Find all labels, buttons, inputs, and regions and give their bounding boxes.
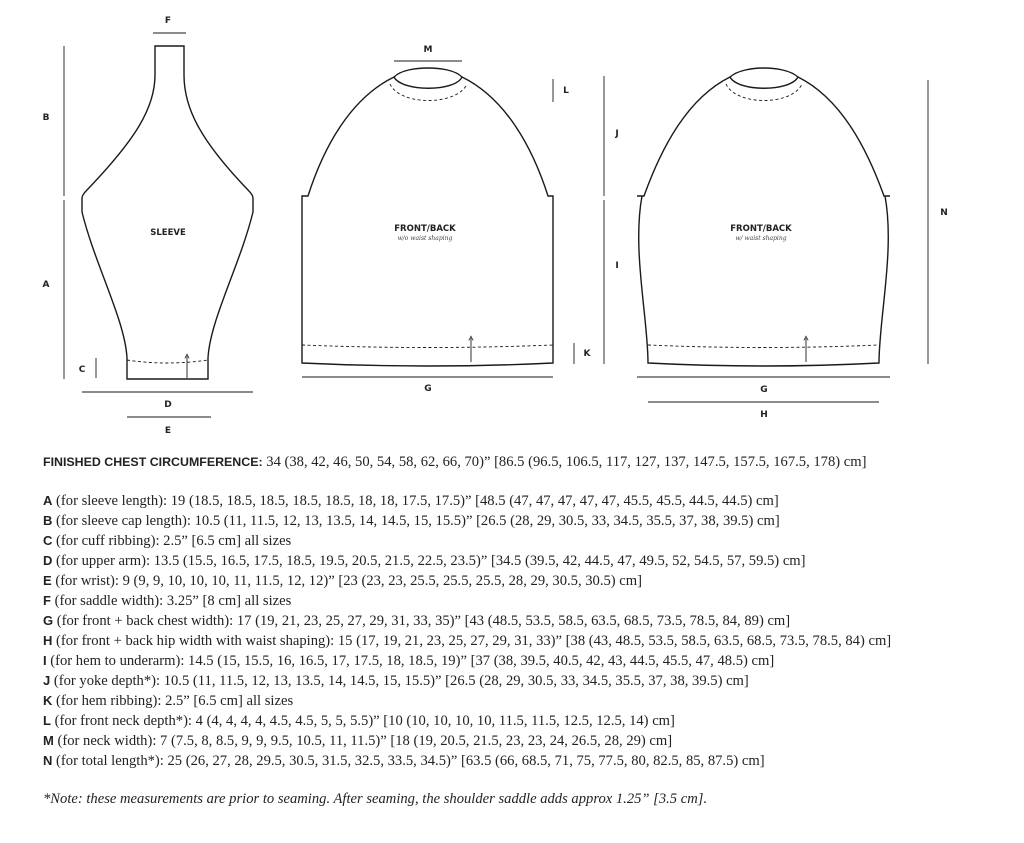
front-back-shaped-title: FRONT/BACK bbox=[730, 224, 792, 234]
measurement-list bbox=[43, 491, 1018, 771]
measurement-row bbox=[43, 531, 1018, 551]
measurement-row bbox=[43, 591, 1018, 611]
measurement-key: C bbox=[43, 533, 53, 548]
measurement-key: H bbox=[43, 633, 53, 648]
dim-m-label: M bbox=[423, 45, 433, 55]
measurement-key: G bbox=[43, 613, 54, 628]
measurement-text: (for sleeve cap length): 10.5 (11, 11.5, 12, 13, 13.5, 14, 14.5, 15, 15.5)” [26.5 (28, 29, 30.5, 33, 34.5, 35.5, 37, 38, 39.5) cm] bbox=[56, 513, 780, 529]
dim-d-label: D bbox=[164, 400, 172, 410]
dim-c-label: C bbox=[78, 365, 86, 375]
measurement-text: (for saddle width): 3.25” [8 cm] all sizes bbox=[54, 593, 292, 609]
measurement-row bbox=[43, 711, 1018, 731]
front-back-plain-schematic bbox=[302, 45, 592, 394]
measurement-key: A bbox=[43, 493, 53, 508]
chest-circumference bbox=[43, 452, 1018, 472]
measurement-row bbox=[43, 551, 1018, 571]
sleeve-schematic bbox=[43, 16, 253, 436]
measurement-text: (for upper arm): 13.5 (15.5, 16.5, 17.5, 18.5, 19.5, 20.5, 21.5, 22.5, 23.5)” [34.5 (39.5, 42, 44.5, 47, 49.5, 52, 54.5, 57, 59.5) cm] bbox=[56, 553, 806, 569]
measurement-row bbox=[43, 651, 1018, 671]
sleeve-title: SLEEVE bbox=[150, 228, 186, 238]
measurement-text: (for total length*): 25 (26, 27, 28, 29.5, 30.5, 31.5, 32.5, 33.5, 34.5)” [63.5 (66, 68.5, 71, 75, 77.5, 80, 82.5, 85, 87.5) cm] bbox=[56, 753, 765, 769]
front-back-shaped-neck-dashed bbox=[726, 84, 802, 101]
front-back-plain-neck-dashed bbox=[390, 84, 467, 101]
measurement-text: (for yoke depth*): 10.5 (11, 11.5, 12, 13, 13.5, 14, 14.5, 15, 15.5)” [26.5 (28, 29, 30.5, 33, 34.5, 35.5, 37, 38, 39.5) cm] bbox=[53, 673, 749, 689]
front-back-shaped-subtitle: w/ waist shaping bbox=[735, 235, 787, 242]
front-back-plain-subtitle: w/o waist shaping bbox=[397, 235, 453, 242]
dim-f-label: F bbox=[164, 16, 172, 26]
dim-g-label-plain: G bbox=[424, 384, 432, 394]
measurement-row bbox=[43, 571, 1018, 591]
front-back-shaped-neck bbox=[730, 77, 798, 88]
measurement-row bbox=[43, 611, 1018, 631]
dim-a-label: A bbox=[42, 280, 50, 290]
measurement-key: D bbox=[43, 553, 53, 568]
measurement-key: K bbox=[43, 693, 53, 708]
dim-h-label: H bbox=[760, 410, 768, 420]
measurement-key: I bbox=[43, 653, 47, 668]
measurements-text bbox=[43, 452, 1018, 809]
measurement-row bbox=[43, 731, 1018, 751]
measurement-key: F bbox=[43, 593, 51, 608]
measurement-text: (for sleeve length): 19 (18.5, 18.5, 18.5, 18.5, 18.5, 18, 18, 17.5, 17.5)” [48.5 (47, 47, 47, 47, 47, 45.5, 45.5, 44.5, 44.5) cm] bbox=[56, 493, 779, 509]
sleeve-cuff-line bbox=[127, 360, 208, 363]
measurement-key: L bbox=[43, 713, 51, 728]
measurement-row bbox=[43, 691, 1018, 711]
measurement-text: (for cuff ribbing): 2.5” [6.5 cm] all sizes bbox=[56, 533, 292, 549]
front-back-plain-hem-line bbox=[302, 345, 553, 348]
measurement-text: (for front + back chest width): 17 (19, 21, 23, 25, 27, 29, 31, 33, 35)” [43 (48.5, 53.5, 58.5, 63.5, 68.5, 73.5, 78.5, 84, 89) cm] bbox=[56, 613, 791, 629]
measurement-row bbox=[43, 631, 1018, 651]
front-back-shaped-hem-line bbox=[648, 345, 879, 348]
measurement-text: (for neck width): 7 (7.5, 8, 8.5, 9, 9, 9.5, 10.5, 11, 11.5)” [18 (19, 20.5, 21.5, 23, 23, 24, 26.5, 28, 29) cm] bbox=[57, 733, 673, 749]
front-back-plain-outline bbox=[302, 68, 553, 366]
front-back-plain-neck bbox=[394, 77, 462, 88]
dim-n-label: N bbox=[940, 208, 948, 218]
measurement-row bbox=[43, 511, 1018, 531]
dim-b-label: B bbox=[42, 113, 50, 123]
chest-value: 34 (38, 42, 46, 50, 54, 58, 62, 66, 70)” [86.5 (96.5, 106.5, 117, 127, 137, 147.5, 157.5, 167.5, 178) cm] bbox=[266, 454, 867, 470]
dim-i-label: I bbox=[615, 261, 619, 271]
measurement-row bbox=[43, 491, 1018, 511]
measurement-key: E bbox=[43, 573, 52, 588]
measurement-text: (for hem ribbing): 2.5” [6.5 cm] all sizes bbox=[56, 693, 294, 709]
measurement-key: B bbox=[43, 513, 53, 528]
chest-label: FINISHED CHEST CIRCUMFERENCE: bbox=[43, 455, 263, 469]
front-back-plain-title: FRONT/BACK bbox=[394, 224, 456, 234]
front-back-shaped-outline bbox=[637, 68, 890, 366]
measurement-row bbox=[43, 751, 1018, 771]
dim-k-label: K bbox=[583, 349, 591, 359]
sleeve-outline bbox=[82, 46, 253, 379]
seaming-note: *Note: these measurements are prior to seaming. After seaming, the shoulder saddle adds approx 1.25” [3.5 cm]. bbox=[43, 791, 708, 807]
measurement-text: (for front neck depth*): 4 (4, 4, 4, 4, 4.5, 4.5, 5, 5, 5.5)” [10 (10, 10, 10, 10, 11.5, 11.5, 12.5, 12.5, 14) cm] bbox=[54, 713, 675, 729]
dim-g-label-shaped: G bbox=[760, 385, 768, 395]
dim-e-label: E bbox=[164, 426, 172, 436]
measurement-text: (for hem to underarm): 14.5 (15, 15.5, 16, 16.5, 17, 17.5, 18, 18.5, 19)” [37 (38, 39.5, 40.5, 42, 43, 44.5, 45.5, 47, 48.5) cm] bbox=[50, 653, 775, 669]
measurement-row bbox=[43, 671, 1018, 691]
measurement-text: (for front + back hip width with waist shaping): 15 (17, 19, 21, 23, 25, 27, 29, 31, 33)” [38 (43, 48.5, 53.5, 58.5, 63.5, 68.5, 73.5, 78.5, 84) cm] bbox=[56, 633, 892, 649]
measurement-key: M bbox=[43, 733, 54, 748]
measurement-key: N bbox=[43, 753, 53, 768]
dim-l-label: L bbox=[563, 86, 569, 96]
front-back-shaped-schematic bbox=[637, 68, 948, 420]
measurement-key: J bbox=[43, 673, 51, 688]
dim-j-label: J bbox=[615, 129, 619, 139]
measurement-text: (for wrist): 9 (9, 9, 10, 10, 10, 11, 11.5, 12, 12)” [23 (23, 23, 25.5, 25.5, 25.5, 28, 29, 30.5, 30.5) cm] bbox=[55, 573, 642, 589]
